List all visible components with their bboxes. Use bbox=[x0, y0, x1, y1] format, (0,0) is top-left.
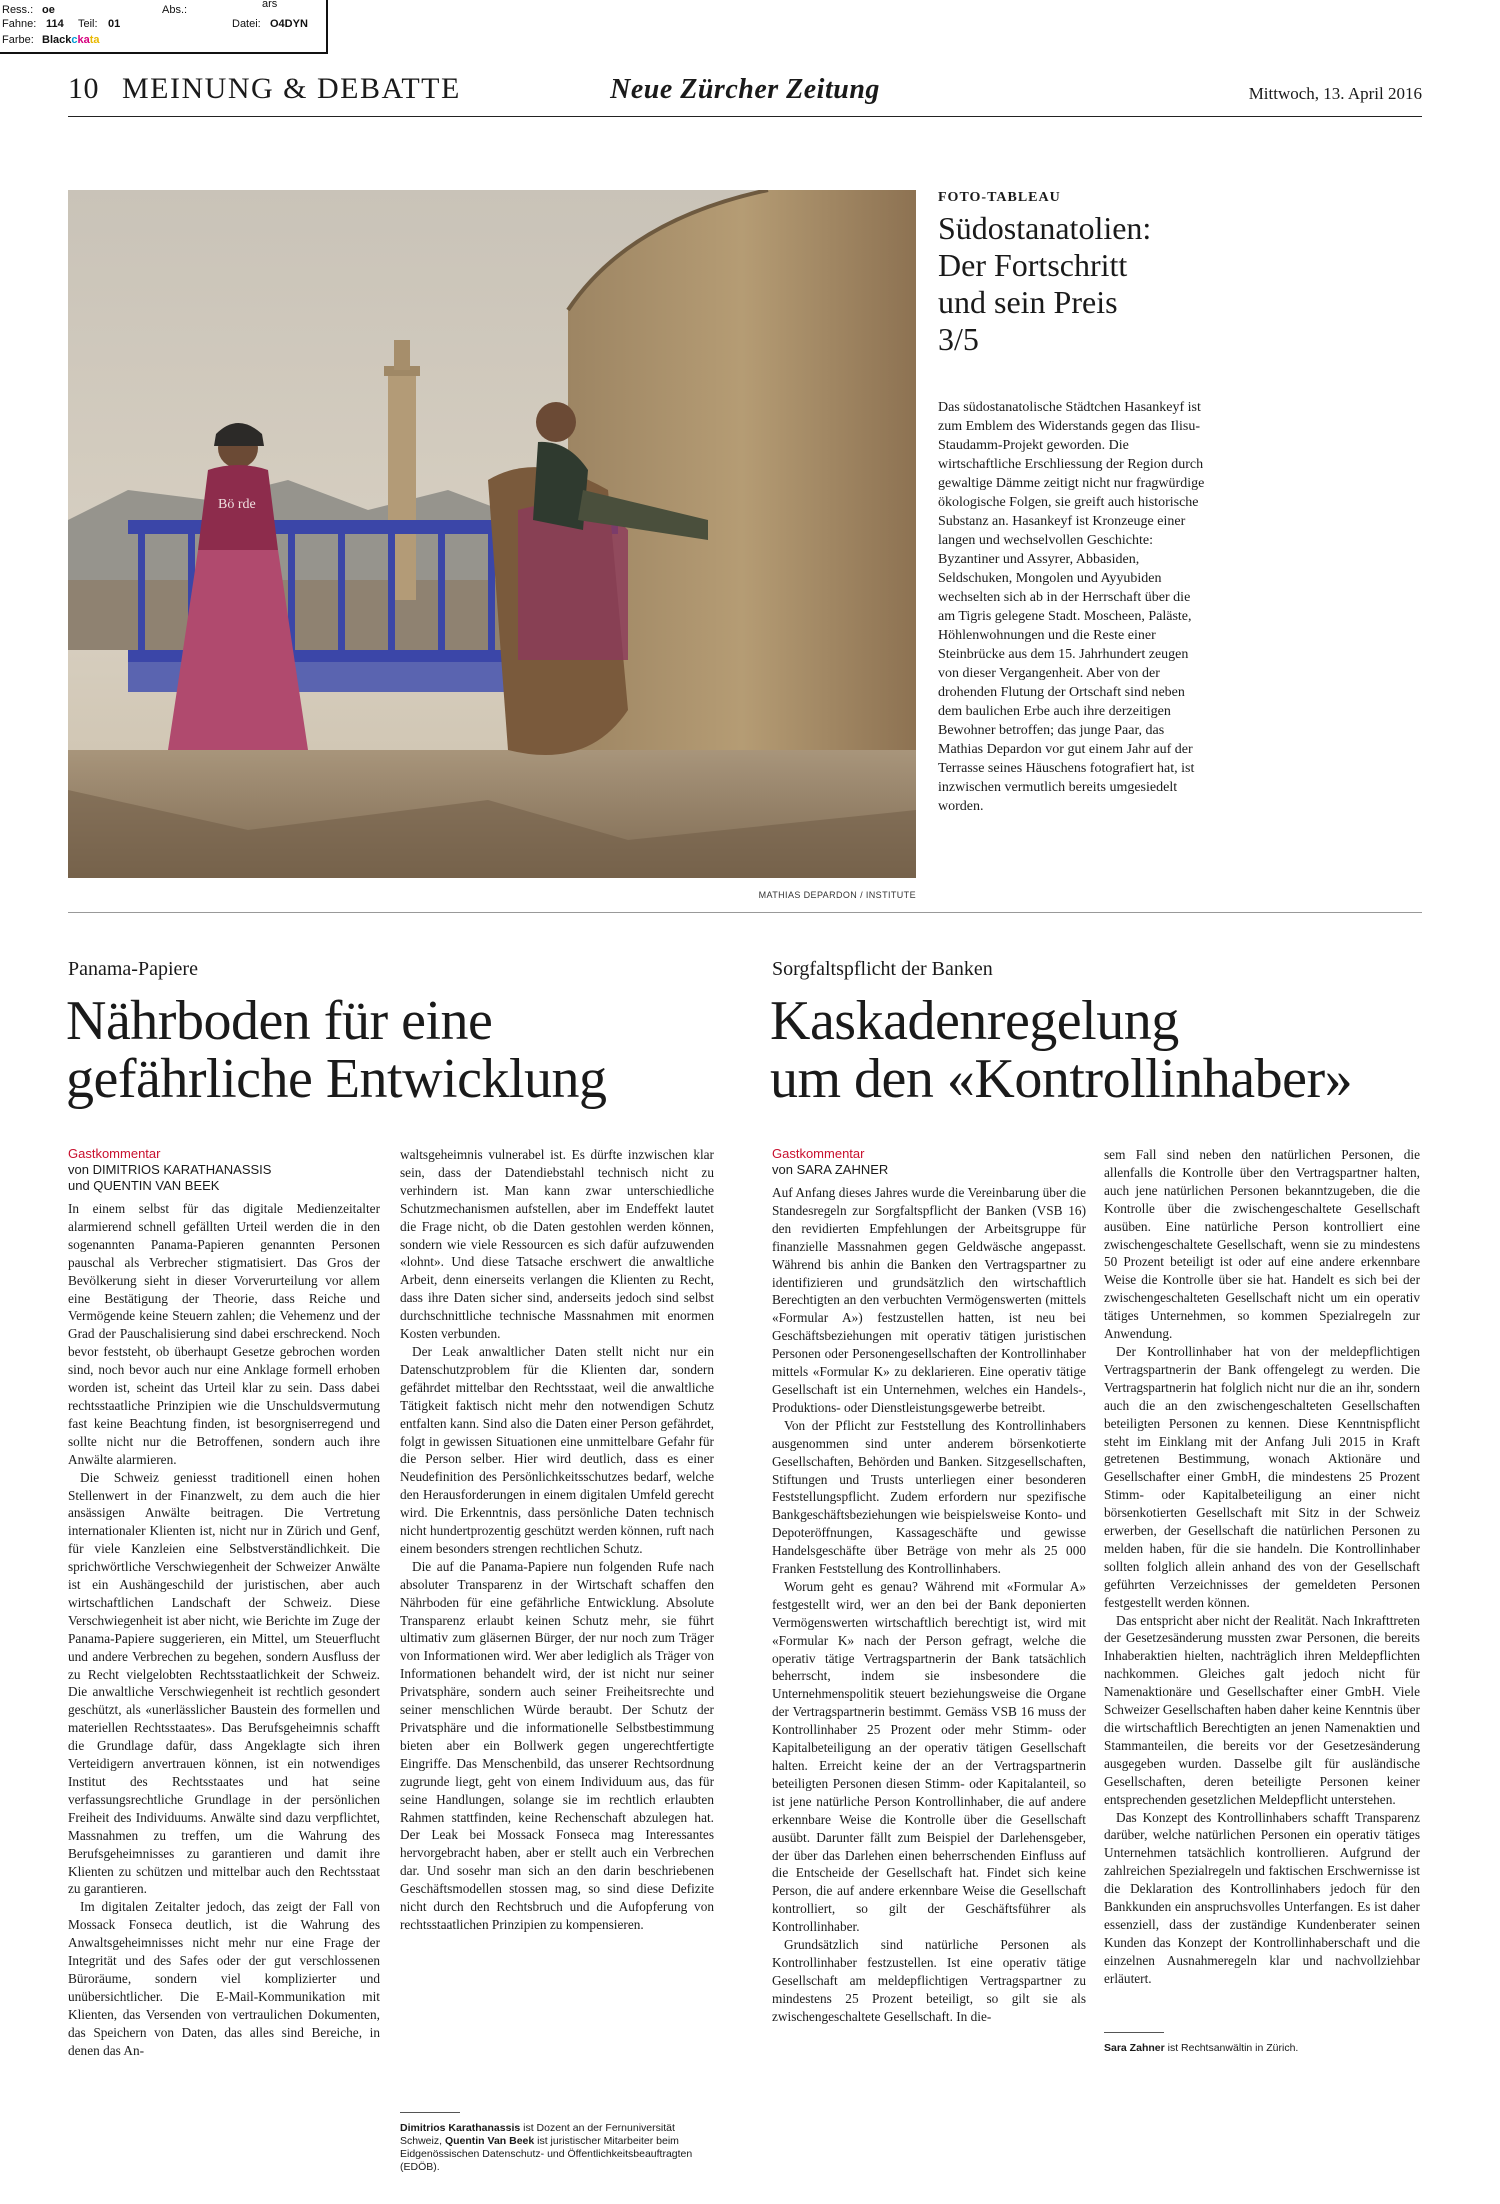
bio-name: Dimitrios Karathanassis bbox=[400, 2122, 521, 2134]
author-line: von SARA ZAHNER bbox=[772, 1162, 889, 1177]
production-slug bbox=[0, 0, 330, 56]
paragraph: In einem selbst für das digitale Medienzeitalter alarmierend schnell gefällten Urteil werden die in den sogenannten Panama-Papieren genannten Personen pauschal als Verbrecher stigmatisiert. Das Gros der Bevölkerung sieht in dieser Vorverurteilung vor allem eine Bestätigung der Theorie, dass Reiche und Vermögende keine Steuern zahlen; die Vehemenz und der Grad der Pauschalisierung sind dabei erschreckend. Noch bevor feststeht, ob überhaupt Gesetze gebrochen worden sind, noch bevor auch nur eine Anklage formell erhoben worden ist, scheint das Urteil klar zu sein. Dass dabei rechtsstaatliche Prinzipien wie die Unschuldsvermutung fast keine Beachtung finden, ist besorgniserregend und sollte nicht nur die Betroffenen, sondern auch ihre Anwälte alarmieren. bbox=[68, 1201, 380, 1467]
right-article-column-2 bbox=[1104, 1146, 1420, 1988]
paragraph: Das entspricht aber nicht der Realität. Nach Inkrafttreten der Gesetzesänderung mussten zwar Personen, die bereits Inhaberaktien hielten, nachträglich ihren Meldepflichten nachkommen. Gleiches galt jedoch nicht für Namenaktionäre und Gesellschafter einer GmbH. Viele Schweizer Gesellschaften haben daher keine Kenntnis über die wirtschaftlich Berechtigten an jenen Namenaktien und Stammanteilen, die bereits vor der Gesetzesänderung ausgegeben wurden. Dasselbe gilt für ausländische Gesellschaften, deren beteiligte Personen keiner entsprechenden gesetzlichen Meldepflicht unterstehen. bbox=[1104, 1612, 1420, 1807]
right-article-headline bbox=[770, 992, 1352, 1108]
paragraph: Von der Pflicht zur Feststellung des Kontrollinhabers ausgenommen sind unter anderem börsenkotierte Gesellschaften, Behörden und Banken. Sitzgesellschaften, Stiftungen und Trusts unterliegen einer besonderen Feststellungspflicht. Zudem erfordern nur spezifische Bankgeschäftsbeziehungen wie beispielsweise Konto- und Depoteröffnungen, Kassageschäfte und gewisse Handelsgeschäfte über Beträge von mehr als 25 000 Franken Feststellung des Kontrollinhabers. bbox=[772, 1417, 1086, 1577]
slug-farbe-value bbox=[42, 34, 100, 46]
left-article-kicker: Panama-Papiere bbox=[68, 958, 198, 980]
headline-line: Nährboden für eine bbox=[66, 990, 493, 1052]
paragraph: Grundsätzlich sind natürliche Personen als Kontrollinhaber festzustellen. Ist eine operativ tätige Gesellschaft am meldepflichtigen Vertragspartner zu mindestens 25 Prozent beteiligt, so gilt sie als zwischengeschaltete Gesellschaft. In die- bbox=[772, 1937, 1086, 2024]
bio-text: ist Dozent an der Fernuniversität Schweiz, bbox=[400, 2122, 675, 2147]
paragraph: Der Leak anwaltlicher Daten stellt nicht nur ein Datenschutzproblem für die Klienten dar, sondern gefährdet mittelbar den Rechtsstaat, weil die anwaltliche Tätigkeit faktisch nicht mehr den notwendigen Schutz entfalten kann. Sind also die Daten einer Person gefährdet, folgt in gewissen Situationen eine unmittelbare Gefahr für die Person selber. Hier wird deutlich, dass es einer Neudefinition des Persönlichkeitsschutzes bedarf, welche den Herausforderungen in einem digitalen Umfeld gerecht wird. Die Erkenntnis, dass persönliche Daten technisch nicht hundertprozentig geschützt werden können, ruft nach einem besonders strengen rechtlichen Schutz. bbox=[400, 1343, 714, 1556]
tableau-title-line: Der Fortschritt bbox=[938, 247, 1128, 283]
bio-divider bbox=[1104, 2032, 1164, 2033]
farbe-black: Black bbox=[42, 34, 72, 46]
photo-illustration bbox=[68, 190, 916, 878]
slug-ress-label: Ress.: bbox=[2, 4, 34, 16]
farbe-magenta: ka bbox=[77, 34, 90, 46]
left-article-column-1 bbox=[68, 1200, 380, 2060]
headline-line: gefährliche Entwicklung bbox=[66, 1048, 607, 1110]
headline-line: Kaskadenregelung bbox=[770, 990, 1179, 1052]
left-article-byline bbox=[68, 1146, 271, 1194]
bio-name: Quentin Van Beek bbox=[444, 2135, 535, 2147]
paragraph: waltsgeheimnis vulnerabel ist. Es dürfte inzwischen klar sein, dass der Datendiebstahl technisch nicht zu verhindern ist. Man kann zwar unterschiedliche Schutzmechanismen aufstellen, aber im Endeffekt lautet die Frage nicht, ob die Daten gestohlen werden können, sondern wie viele Ressourcen es sich dafür aufzuwenden «lohnt». Und diese Tatsache erschwert die anwaltliche Arbeit, denn einerseits verlangen die Klienten zu Recht, dass ihre Daten sicher sind, anderseits jedoch sind selbst durchschnittliche technische Massnahmen mit enormen Kosten verbunden. bbox=[400, 1147, 714, 1342]
right-article-byline bbox=[772, 1146, 888, 1178]
paragraph: Worum geht es genau? Während mit «Formular A» festgestellt wird, wer an den bei der Bank deponierten Vermögenswerten wirtschaftlich berechtigt ist, wird mit «Formular K» nach der Person gefragt, welche die operativ tätige Vertragspartnerin der Bank tatsächlich beherrscht, indem sie insbesondere die Unternehmenspolitik steuert beziehungsweise die Organe der Vertragspartnerin bestimmt. Gemäss VSB 16 muss der Kontrollinhaber 25 Prozent oder mehr Stimm- oder Kapitalbeteiligung an der operativ tätigen Gesellschaft halten. Erreicht keine der an der Vertragspartnerin beteiligten Personen diesen Stimm- oder Kapitalanteil, so ist jene natürliche Person Kontrollinhaber, die auf andere erkennbare Weise die Kontrolle über die Gesellschaft ausübt. Darunter fällt zum Beispiel der Darlehensgeber, der über das Darlehen einen beherrschenden Einfluss auf die Entscheide der Gesellschaft hat. Findet sich keine Person, die auf andere erkennbare Weise die Gesellschaft kontrolliert, so gilt der Geschäftsführer als Kontrollinhaber. bbox=[772, 1578, 1086, 1935]
photo-credit: MATHIAS DEPARDON / INSTITUTE bbox=[758, 890, 916, 900]
right-article-author-bio bbox=[1104, 2042, 1404, 2055]
slug-teil-value: 01 bbox=[108, 18, 121, 30]
slug-datei-label: Datei: bbox=[232, 18, 261, 30]
bio-text: ist Rechtsanwältin in Zürich. bbox=[1164, 2042, 1299, 2054]
left-article-headline bbox=[66, 992, 607, 1108]
paragraph: Im digitalen Zeitalter jedoch, das zeigt der Fall von Mossack Fonseca deutlich, ist die Wahrung des Anwaltsgeheimnisses nicht mehr nur eine Frage der Integrität und des Safes oder der gut verschlossenen Büroräume, sondern viel komplizierter und unübersichtlicher. Die E-Mail-Kommunikation mit Klienten, das Versenden von vertraulichen Dokumenten, das Speichern von Daten, das alles sind Bereiche, in denen das An- bbox=[68, 1899, 380, 2058]
paragraph: Die auf die Panama-Papiere nun folgenden Rufe nach absoluter Transparenz in der Wirtschaft schaffen den Nährboden für eine gefährliche Entwicklung. Absolute Transparenz erlaubt keinen Schutz mehr, sie führt ultimativ zum gläsernen Bürger, der nur noch zum Träger von Informationen wird. Wer aber lediglich als Träger von Informationen behandelt wird, der ist nicht nur seiner Privatsphäre, sondern auch seiner Freiheitsrechte und seiner menschlichen Würde beraubt. Der Schutz der Privatsphäre und die informationelle Selbstbestimmung bieten aber ein Bollwerk gegen ungerechtfertigte Eingriffe. Das Menschenbild, das unserer Rechtsordnung zugrunde liegt, geht von einem Individuum aus, das für seine Handlungen, solange sie im rechtlich erlaubten Rahmen stattfinden, keine Rechenschaft abzulegen hat. Der Leak bei Mossack Fonseca mag Interessantes hervorgebracht haben, aber er stellt auch ein Verbrechen dar. Und sosehr man sich an den darin beschriebenen Geschäftsmodellen stossen mag, so sind diese Defizite nicht durch den Rechtsbruch und die Aufopferung von rechtsstaatlichen Prinzipien zu kompensieren. bbox=[400, 1558, 714, 1932]
right-article-kicker: Sorgfaltspflicht der Banken bbox=[772, 958, 993, 980]
page-masthead bbox=[68, 70, 1422, 117]
gastkommentar-label: Gastkommentar bbox=[772, 1146, 865, 1161]
paragraph: Die Schweiz geniesst traditionell einen hohen Stellenwert in der Finanzwelt, zu dem auch die hier ansässigen Anwälte beitragen. Die Vertretung internationaler Klienten ist, nicht nur in Zürich und Genf, für viele Kanzleien eine Selbstverständlichkeit. Die sprichwörtliche Verschwiegenheit der Schweizer Anwälte ist ein Aushängeschild der juristischen, aber auch wirtschaftlichen Landschaft der Schweiz. Diese Verschwiegenheit ist aber nicht, wie Berichte im Zuge der Panama-Papiere suggerieren, ein Mittel, um Steuerflucht und andere Verbrechen zu begehen, sondern Ausfluss der zu Recht vielgelobten Rechtsstaatlichkeit der Schweiz. Die anwaltliche Verschwiegenheit ist rechtlich gesondert geschützt, als «unerlässlicher Baustein des formellen und materiellen Rechtsstaates». Das Berufsgeheimnis schafft die Grundlage dafür, dass Angeklagte sich ihren Verteidigern anvertrauen können, ist ein notwendiges Institut des Rechtsstaates und hat seine verfassungsrechtliche Grundlage in der persönlichen Freiheit des Individuums. Anwälte sind dazu verpflichtet, Massnahmen zu treffen, um die Wahrung des Berufsgeheimnisses zu garantieren und damit ihre Klienten zu schützen und mittelbar auch den Rechtsstaat zu garantieren. bbox=[68, 1469, 380, 1897]
slug-teil-label: Teil: bbox=[78, 18, 98, 30]
paragraph: Auf Anfang dieses Jahres wurde die Vereinbarung über die Standesregeln zur Sorgfaltspflicht der Banken (VSB 16) den revidierten Empfehlungen der Arbeitsgruppe für finanzielle Massnahmen gegen Geldwäsche angepasst. Während bis anhin die Banken den Vertragspartner zu identifizieren und grundsätzlich den wirtschaftlich Berechtigten an den verbuchten Vermögenswerten (mittels «Formular A») festzustellen hatten, ist neu bei Geschäftsbeziehungen mit operativ tätigen juristischen Personen oder Personengesellschaften der Kontrollinhaber mittels «Formular K» zu deklarieren. Eine operativ tätige Gesellschaft ist ein Unternehmen, welches ein Handels-, Produktions- oder Dienstleistungsgewerbe betreibt. bbox=[772, 1185, 1086, 1415]
slug-fahne-value: 114 bbox=[46, 18, 64, 30]
page-number: 10 bbox=[68, 72, 99, 105]
tableau-body: Das südostanatolische Städtchen Hasankeyf ist zum Emblem des Widerstands gegen das Ilisu-Staudamm-Projekt geworden. Die wirtschaftliche Erschliessung der Region durch gewaltige Dämme zeitigt nicht nur fragwürdige ökologische Folgen, sie greift auch historische Substanz an. Hasankeyf ist Kronzeuge einer langen und wechselvollen Geschichte: Byzantiner und Assyrer, Abbasiden, Seldschuken, Mongolen und Ayyubiden wechselten sich ab in der Herrschaft über die am Tigris gelegene Stadt. Moscheen, Paläste, Höhlenwohnungen und die Reste einer Steinbrücke aus dem 15. Jahrhundert zeugen von dieser Vergangenheit. Aber von der drohenden Flutung der Ortschaft sind neben dem baulichen Erbe auch ihre derzeitigen Bewohner betroffen; das junge Paar, das Mathias Depardon vor gut einem Jahr auf der Terrasse seines Häuschens fotografiert hat, ist inzwischen vermutlich bereits umgesiedelt worden. bbox=[938, 400, 1205, 814]
tableau-title bbox=[938, 210, 1258, 358]
left-article-author-bio bbox=[400, 2122, 700, 2174]
tableau-title-line: 3/5 bbox=[938, 321, 979, 357]
right-article-column-1 bbox=[772, 1184, 1086, 2026]
gastkommentar-label: Gastkommentar bbox=[68, 1146, 161, 1161]
issue-date: Mittwoch, 13. April 2016 bbox=[1248, 84, 1422, 103]
shirt-print: Bö rde bbox=[218, 497, 256, 512]
slug-abs-label: Abs.: bbox=[162, 4, 188, 16]
slug-datei-value: O4DYN bbox=[270, 18, 308, 30]
section-title: MEINUNG & DEBATTE bbox=[122, 72, 461, 105]
section-rule bbox=[68, 912, 1422, 913]
bio-divider bbox=[400, 2112, 460, 2113]
paragraph: sem Fall sind neben den natürlichen Personen, die allenfalls die Kontrolle über den Vertragspartner halten, auch jene natürlichen Personen bekanntzugeben, die die Kontrolle über die zwischengeschaltete Gesellschaft ausüben. Eine natürliche Person kontrolliert eine zwischengeschaltete Gesellschaft, wenn sie zu mindestens 50 Prozent beteiligt ist oder auf eine andere erkennbare Weise die Kontrolle über sie hat. Handelt es sich bei der zwischengeschalteten Gesellschaft nicht um ein operativ tätiges Unternehmen, so kommen Spezialregeln zur Anwendung. bbox=[1104, 1147, 1420, 1342]
tableau-photo bbox=[68, 190, 916, 878]
slug-ress-value: oe bbox=[42, 4, 55, 16]
slug-farbe-label: Farbe: bbox=[2, 34, 34, 46]
farbe-yellow: ta bbox=[89, 34, 100, 46]
newspaper-logo: Neue Zürcher Zeitung bbox=[610, 74, 880, 105]
tableau-title-line: und sein Preis bbox=[938, 284, 1118, 320]
slug-fahne-label: Fahne: bbox=[2, 18, 37, 30]
headline-line: um den «Kontrollinhaber» bbox=[770, 1048, 1353, 1110]
farbe-cyan: c bbox=[71, 34, 78, 46]
man-head bbox=[536, 402, 576, 442]
author-line: und QUENTIN VAN BEEK bbox=[68, 1178, 220, 1193]
left-article-column-2 bbox=[400, 1146, 714, 1934]
paragraph: Das Konzept des Kontrollinhabers schafft Transparenz darüber, welche natürlichen Personen ein operativ tätiges Unternehmen tatsächlich kontrollieren. Aufgrund der zahlreichen Spezialregeln und faktischen Erschwernisse ist die Deklaration des Kontrollinhabers jedoch für den Bankkunden ein anspruchsvolles Unterfangen. Es ist daher essenziell, dass der zuständige Kundenberater seinen Kunden das Konzept der Kontrollinhaberschaft und die einzelnen Ausnahmeregeln klar und nachvollziehbar erläutert. bbox=[1104, 1809, 1420, 1986]
slug-top-fragment: ars bbox=[262, 0, 278, 10]
author-line: von DIMITRIOS KARATHANASSIS bbox=[68, 1162, 272, 1177]
paragraph: Der Kontrollinhaber hat von der meldepflichtigen Vertragspartnerin der Bank offengelegt zu werden. Die Vertragspartnerin hat folglich nicht nur die an ihr, sondern auch die an den zwischengeschalteten Gesellschaften beteiligten Personen zu kennen. Diese Kenntnispflicht steht im Einklang mit der Anfang Juli 2015 in Kraft getretenen Bestimmung, wonach Aktionäre und Gesellschafter einer GmbH, die mindestens 25 Prozent Stimm- oder Kapitalbeteiligung an einer nicht börsenkotierten Gesellschaft mit Sitz in der Schweiz erwerben, der Gesellschaft die natürlichen Personen zu melden haben, für die sie handeln. Die Kontrollinhaber sollten folglich allein anhand des von der Gesellschaft geführten Verzeichnisses der gemeldeten Personen festgestellt werden können. bbox=[1104, 1343, 1420, 1610]
tableau-kicker: FOTO-TABLEAU bbox=[938, 190, 1061, 205]
bio-text: ist juristischer Mitarbeiter beim Eidgenössischen Datenschutz- und Öffentlichkeitsbeauftragten (EDÖB). bbox=[400, 2135, 693, 2173]
tableau-title-line: Südostanatolien: bbox=[938, 210, 1152, 246]
bio-name: Sara Zahner bbox=[1104, 2042, 1165, 2054]
